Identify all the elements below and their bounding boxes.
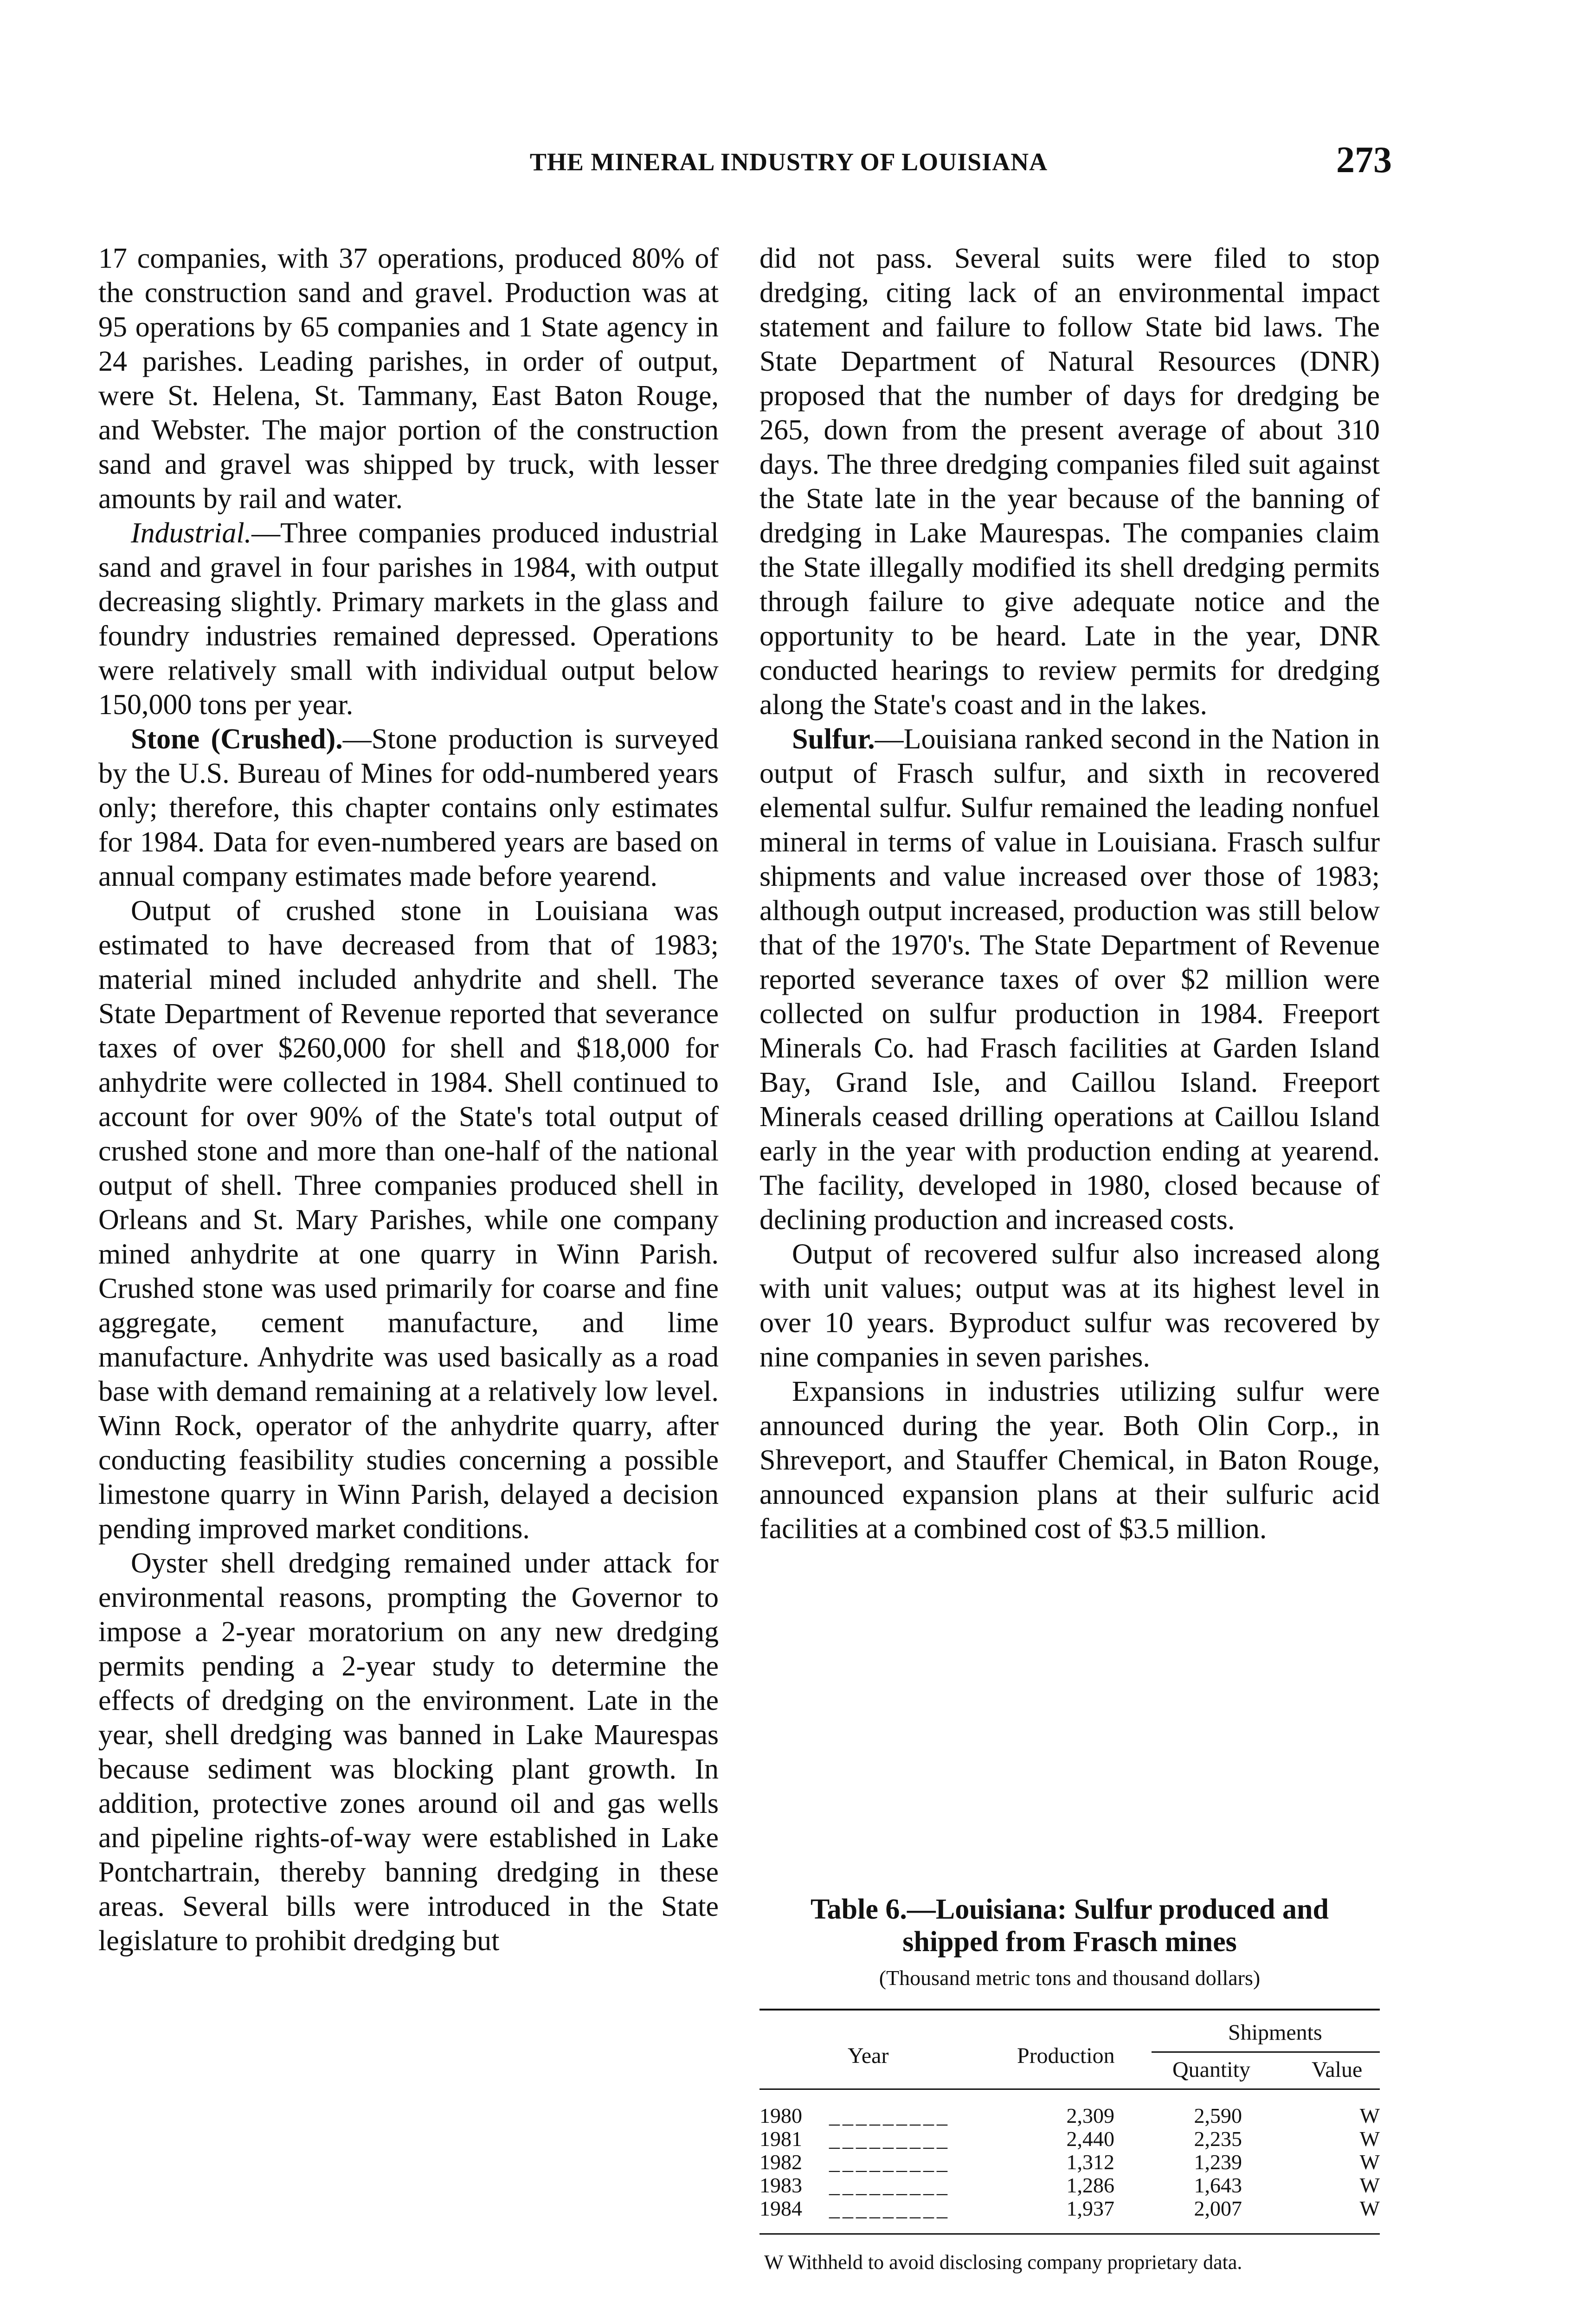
shipments-header-rule — [1152, 2051, 1380, 2053]
table-row — [759, 2196, 1380, 2219]
paragraph-stone-crushed-text: —Stone production is surveyed by the U.S. Bureau of Mines for odd-numbered years only; therefore, this chapter contains only estimates for 1984. Data for even-numbered years are based on annual company estimates made before yearend. — [98, 723, 719, 892]
leader-dots: _________ — [829, 2197, 950, 2220]
paragraph-industrial-text: —Three companies produced industrial sand and gravel in four parishes in 1984, with output decreasing slightly. Primary markets in the glass and foundry industries remained depressed. Operations were relatively small with individual output below 150,000 tons per year. — [98, 517, 719, 721]
table-row — [759, 2150, 1380, 2173]
column-header-year: Year — [848, 2043, 889, 2068]
paragraph-recovered-sulfur: Output of recovered sulfur also increased along with unit values; output was at its highest level in over 10 years. Byproduct sulfur was recovered by nine companies in seven parishes. — [759, 1238, 1380, 1373]
table-units: (Thousand metric tons and thousand dollars) — [879, 1966, 1261, 1990]
table-body — [759, 2009, 1380, 2298]
column-header-production: Production — [1017, 2043, 1115, 2068]
paragraph-oyster-shell: Oyster shell dredging remained under attack for environmental reasons, prompting the Governor to impose a 2-year moratorium on any new dredging permits pending a 2-year study to determine the effects of dredging on the environment. Late in the year, shell dredging was banned in Lake Maurespas because sediment was blocking plant growth. In addition, protective zones around oil and gas wells and pipeline rights-of-way were established in Lake Pontchartrain, thereby banning dredging in these areas. Several bills were introduced in the State legislature to prohibit dredging but — [98, 1547, 719, 1957]
cell-year: 1983 — [759, 2173, 802, 2197]
cell-value: W — [1359, 2150, 1380, 2174]
cell-quantity: 1,239 — [1194, 2150, 1242, 2174]
paragraph-crushed-stone-output: Output of crushed stone in Louisiana was estimated to have decreased from that of 1983; material mined included anhydrite and shell. The State Department of Revenue reported that severance taxes of over $260,000 for shell and $18,000 for anhydrite were collected in 1984. Shell continued to account for over 90% of the State's total output of crushed stone and more than one-half of the national output of shell. Three companies produced shell in Orleans and St. Mary Parishes, while one company mined anhydrite at one quarry in Winn Parish. Crushed stone was used primarily for coarse and fine aggregate, cement manufacture, and lime manufacture. Anhydrite was used basically as a road base with demand remaining at a relatively low level. Winn Rock, operator of the anhydrite quarry, after conducting feasibility studies concerning a possible limestone quarry in Winn Parish, delayed a decision pending improved market conditions. — [98, 895, 719, 1545]
table-row — [759, 2127, 1380, 2150]
cell-production: 1,312 — [1066, 2150, 1114, 2174]
header-bottom-rule — [759, 2088, 1380, 2090]
leader-dots: _________ — [829, 2173, 950, 2197]
paragraph-stone-crushed — [98, 722, 719, 894]
table-title — [759, 1893, 1380, 1958]
cell-production: 2,309 — [1066, 2104, 1114, 2127]
table-row — [759, 2103, 1380, 2127]
page-number: 273 — [1336, 140, 1392, 180]
cell-value: W — [1359, 2127, 1380, 2151]
cell-quantity: 2,007 — [1194, 2197, 1242, 2220]
section-heading-sulfur: Sulfur. — [792, 723, 875, 755]
table-footnote: W Withheld to avoid disclosing company proprietary data. — [764, 2251, 1242, 2274]
leader-dots: _________ — [829, 2127, 950, 2151]
table-title-line-1: Table 6.—Louisiana: Sulfur produced and — [811, 1894, 1329, 1925]
cell-year: 1984 — [759, 2197, 802, 2220]
cell-production: 1,937 — [1066, 2197, 1114, 2220]
cell-value: W — [1359, 2173, 1380, 2197]
cell-value: W — [1359, 2104, 1380, 2127]
column-header-value: Value — [1312, 2057, 1363, 2082]
cell-production: 1,286 — [1066, 2173, 1114, 2197]
table-title-line-2: shipped from Frasch mines — [902, 1926, 1237, 1958]
cell-production: 2,440 — [1066, 2127, 1114, 2151]
cell-year: 1980 — [759, 2104, 802, 2127]
column-header-quantity: Quantity — [1172, 2057, 1250, 2082]
table-row — [759, 2173, 1380, 2196]
running-header: THE MINERAL INDUSTRY OF LOUISIANA — [529, 148, 1048, 176]
table-bottom-rule — [759, 2233, 1380, 2235]
left-column — [98, 241, 719, 1958]
leader-dots: _________ — [829, 2104, 950, 2127]
paragraph-sulfur — [759, 722, 1380, 1237]
right-column — [759, 241, 1380, 1546]
paragraph-industrial — [98, 516, 719, 722]
column-header-shipments: Shipments — [1228, 2020, 1322, 2045]
leader-dots: _________ — [829, 2150, 950, 2174]
table-6 — [759, 1893, 1380, 2298]
cell-quantity: 2,590 — [1194, 2104, 1242, 2127]
cell-quantity: 1,643 — [1194, 2173, 1242, 2197]
cell-value: W — [1359, 2197, 1380, 2220]
cell-year: 1981 — [759, 2127, 802, 2151]
section-heading-stone-crushed: Stone (Crushed). — [131, 723, 343, 755]
paragraph-sulfur-text: —Louisiana ranked second in the Nation in output of Frasch sulfur, and sixth in recovered elemental sulfur. Sulfur remained the leading nonfuel mineral in terms of value in Louisiana. Frasch sulfur shipments and value increased over those of 1983; although output increased, production was still below that of the 1970's. The State Department of Revenue reported severance taxes of over $2 million were collected on sulfur production in 1984. Freeport Minerals Co. had Frasch facilities at Garden Island Bay, Grand Isle, and Caillou Island. Freeport Minerals ceased drilling operations at Caillou Island early in the year with production ending at yearend. The facility, developed in 1980, closed because of declining production and increased costs. — [759, 723, 1380, 1236]
paragraph-construction-sand: 17 companies, with 37 operations, produced 80% of the construction sand and gravel. Production was at 95 operations by 65 companies and 1 State agency in 24 parishes. Leading parishes, in order of output, were St. Helena, St. Tammany, East Baton Rouge, and Webster. The major portion of the construction sand and gravel was shipped by truck, with lesser amounts by rail and water. — [98, 243, 719, 515]
paragraph-sulfur-expansions: Expansions in industries utilizing sulfur were announced during the year. Both Olin Corp., in Shreveport, and Stauffer Chemical, in Baton Rouge, announced expansion plans at their sulfuric acid facilities at a combined cost of $3.5 million. — [759, 1376, 1380, 1545]
cell-quantity: 2,235 — [1194, 2127, 1242, 2151]
cell-year: 1982 — [759, 2150, 802, 2174]
paragraph-dredging-suits: did not pass. Several suits were filed to stop dredging, citing lack of an environmental impact statement and failure to follow State bid laws. The State Department of Natural Resources (DNR) proposed that the number of days for dredging be 265, down from the present average of about 310 days. The three dredging companies filed suit against the State late in the year because of the banning of dredging in Lake Maurespas. The companies claim the State illegally modified its shell dredging permits through failure to give adequate notice and the opportunity to be heard. Late in the year, DNR conducted hearings to review permits for dredging along the State's coast and in the lakes. — [759, 243, 1380, 721]
run-in-heading-industrial: Industrial. — [131, 517, 252, 549]
